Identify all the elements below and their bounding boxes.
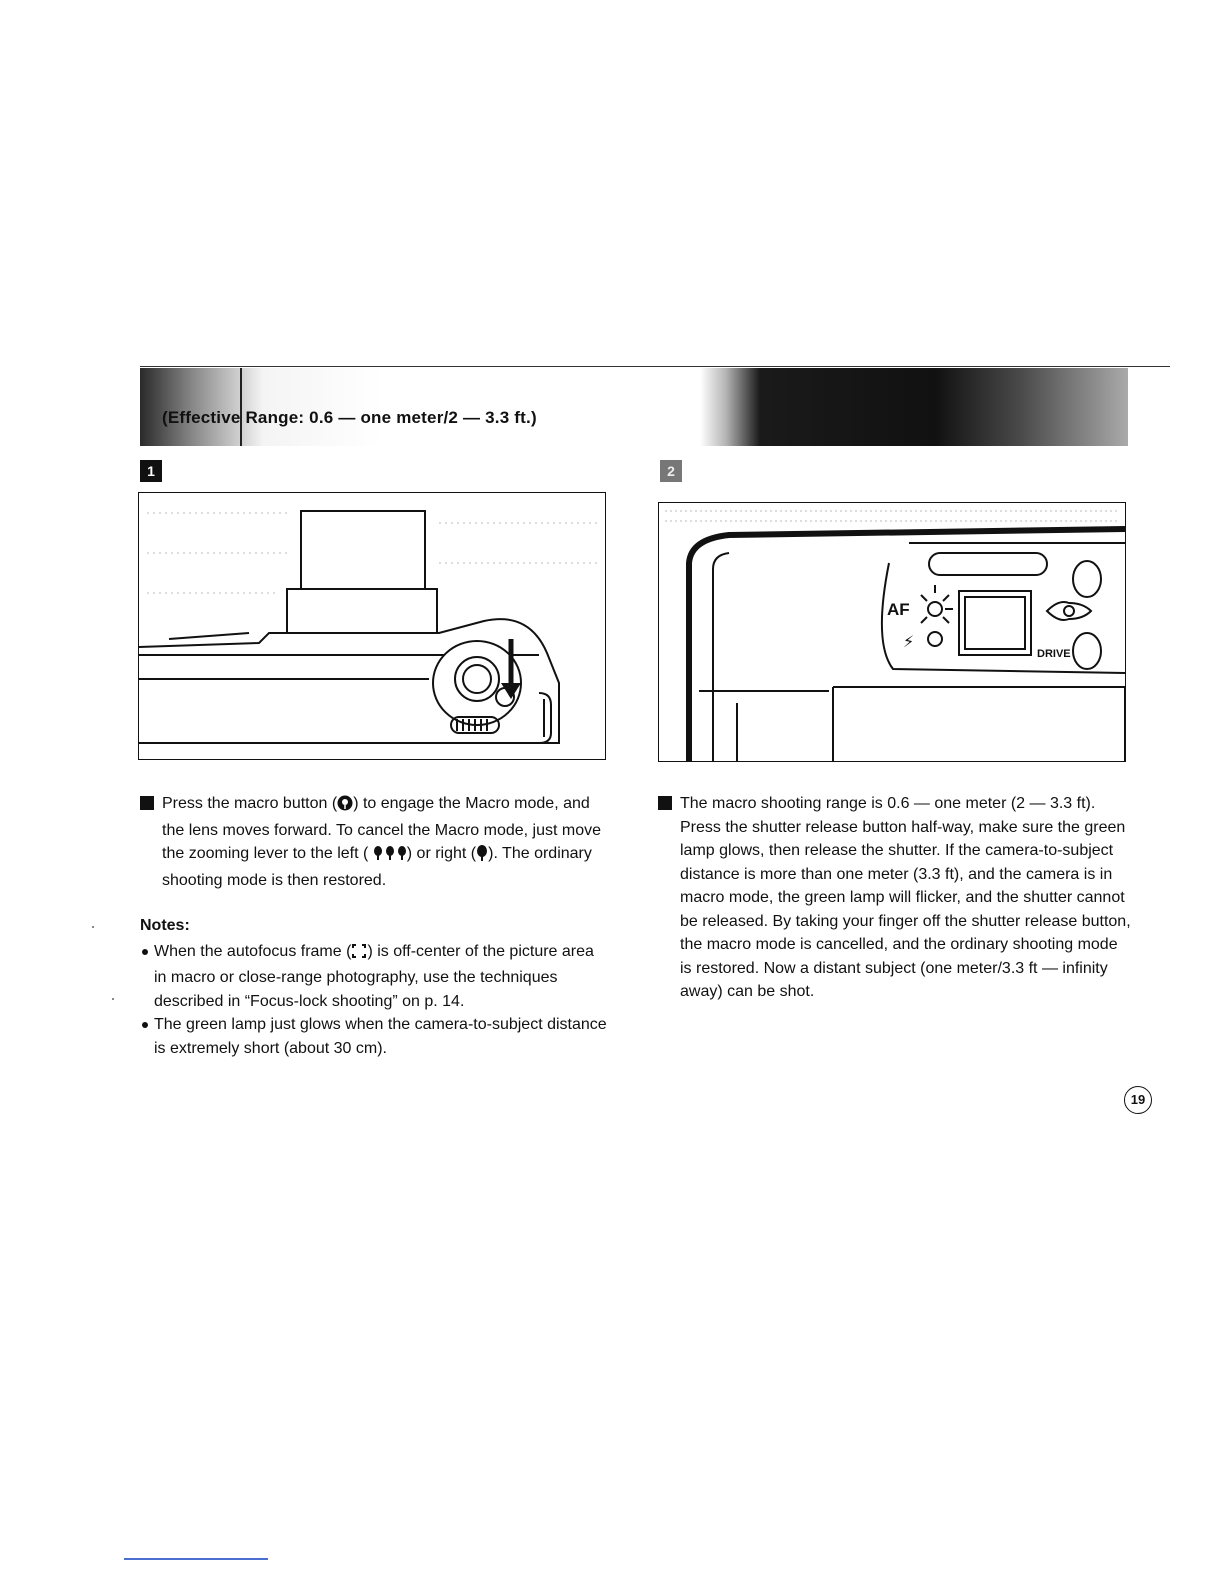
note-1-text-b: ) is off-center of the picture area in macro or close-range photography, use the techniques described in “Focus-lock shooting” on p. 14. [154, 942, 594, 1010]
note-item-2: The green lamp just glows when the camera-to-subject distance is extremely short (about 30 cm). [140, 1013, 610, 1060]
header-band-right [700, 368, 1128, 446]
header-top-rule [140, 366, 1170, 367]
header-band-left [140, 368, 580, 446]
step-1-text-a: Press the macro button ( [162, 795, 338, 812]
macro-flower-icon [337, 795, 353, 819]
drive-label: DRIVE [1037, 648, 1071, 660]
step-1-square-marker [140, 796, 154, 810]
step-2-square-marker [658, 796, 672, 810]
camera-top-illustration [139, 493, 605, 759]
header-tick [240, 368, 242, 446]
flash-icon: ⚡ [903, 632, 915, 651]
step-1-text-b: ) to engage the Macro mode, and the lens moves forward. To cancel the Macro mode, just move the zooming lever to the left ( [162, 795, 602, 862]
scan-speck [92, 926, 94, 928]
af-label: AF [887, 600, 910, 619]
left-column [140, 792, 610, 1060]
step-1-paragraph [140, 792, 610, 892]
notes-heading: Notes: [140, 917, 190, 934]
note-1-text-a: When the autofocus frame ( [154, 942, 352, 960]
figure-camera-back-panel [658, 502, 1126, 762]
step-2-paragraph [658, 792, 1133, 1004]
step-1-marker: 1 [140, 460, 162, 482]
autofocus-frame-icon [351, 943, 367, 967]
wide-angle-trees-icon [373, 845, 407, 869]
camera-back-illustration [659, 503, 1125, 761]
section-title: (Effective Range: 0.6 — one meter/2 — 3.3 ft.) [162, 408, 537, 427]
figure-camera-top-view [138, 492, 606, 760]
right-column [658, 792, 1133, 1004]
note-item-1 [140, 940, 610, 1014]
step-2-text: The macro shooting range is 0.6 — one meter (2 — 3.3 ft). Press the shutter release button half-way, make sure the green lamp glows, then release the shutter. If the camera-to-subject distance is more than one meter (3.3 ft), and the camera is in macro mode, the green lamp will flicker, and the shutter cannot be released. By taking your finger off the shutter release button, the macro mode is cancelled, and the ordinary shooting mode is restored. Now a distant subject (one meter/3.3 ft — infinity away) can be shot. [680, 795, 1131, 1000]
bottom-rule [124, 1558, 268, 1560]
step-2-marker: 2 [660, 460, 682, 482]
step-1-text-c: ) or right ( [406, 845, 477, 862]
scan-speck [112, 998, 114, 1000]
notes-list [140, 940, 610, 1061]
step-1-text-d: ). The ordinary shooting mode is then restored. [162, 845, 592, 889]
page-number: 19 [1124, 1086, 1152, 1114]
telephoto-tree-icon [476, 845, 488, 869]
